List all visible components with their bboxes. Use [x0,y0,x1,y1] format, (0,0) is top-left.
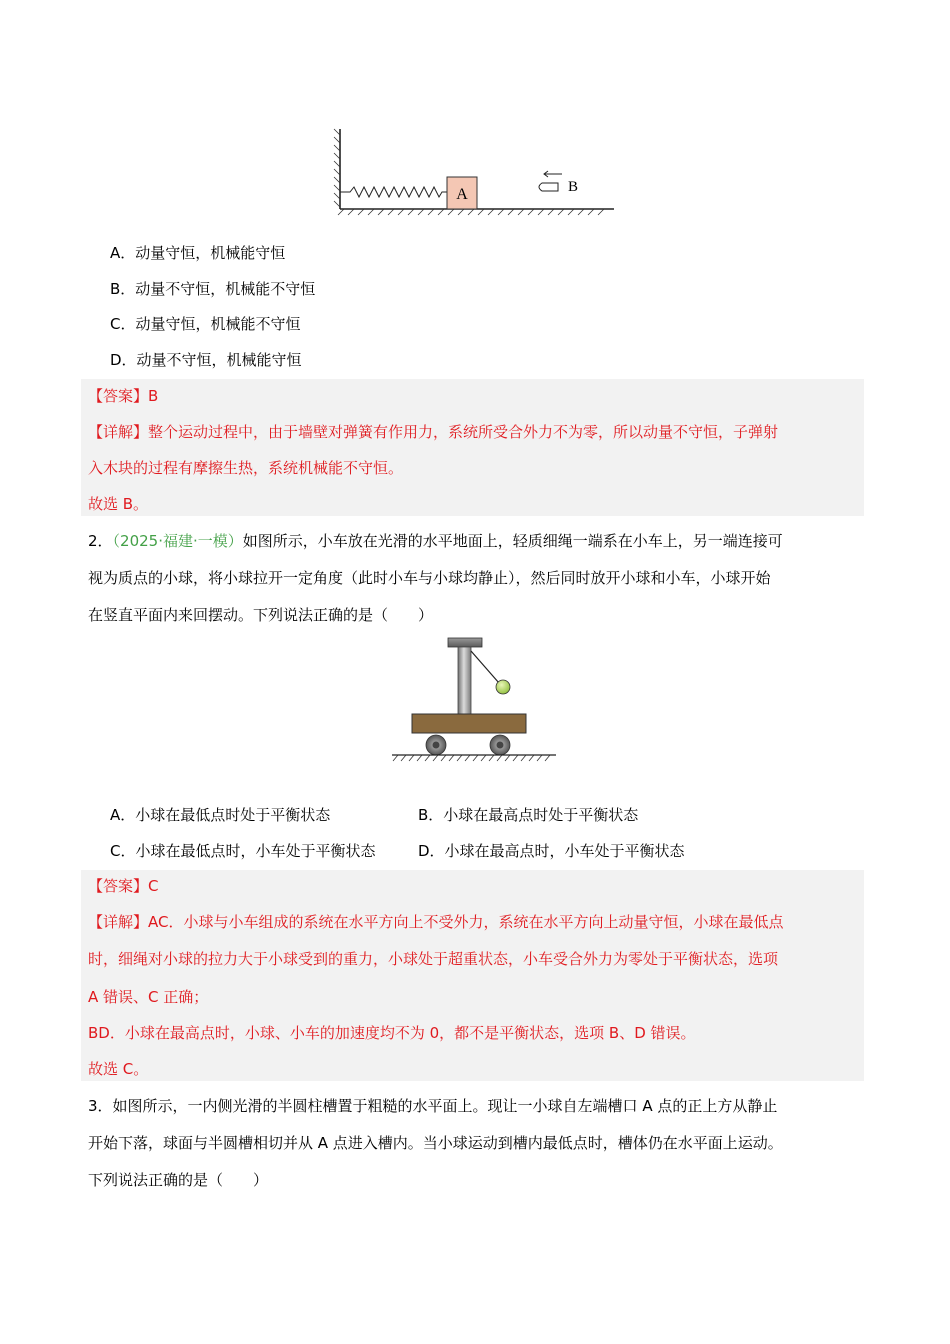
q1-detail-line1: 【详解】整个运动过程中，由于墙壁对弹簧有作用力，系统所受合外力不为零，所以动量不守恒，子弹射 [88,423,779,441]
q2-number: 2． [88,532,113,550]
spring-block-figure [330,125,620,217]
q2-detail-line1: 【详解】AC．小球与小车组成的系统在水平方向上不受外力，系统在水平方向上动量守恒，小球在最低点 [88,913,784,931]
q2-detail-line4: BD．小球在最高点时，小球、小车的加速度均不为 0，都不是平衡状态，选项 B、D 错误。 [88,1024,696,1042]
q2-stem-line1 [88,531,783,551]
pole [458,647,471,714]
q3-stem-line1: 3．如图所示，一内侧光滑的半圆柱槽置于粗糙的水平面上。现让一小球自左端槽口 A 点的正上方从静止 [88,1097,778,1115]
q1-option-b: B．动量不守恒，机械能不守恒 [110,280,316,298]
string [471,651,499,683]
q2-source-tag: （2025·福建·一模） [112,532,243,550]
q2-answer: 【答案】C [88,877,159,895]
q2-answer-box [81,870,864,1081]
cart-body [412,714,526,733]
bullet-b-label: B [568,179,579,195]
q2-stem-line3: 在竖直平面内来回摆动。下列说法正确的是（ ） [88,606,434,624]
q2-detail-line2: 时，细绳对小球的拉力大于小球受到的重力，小球处于超重状态，小车受合外力为零处于平衡状态，选项 [88,950,779,968]
spring [340,187,447,197]
pendulum-ball [496,680,510,694]
q1-conclusion: 故选 B。 [88,495,149,513]
q1-option-d: D．动量不守恒，机械能守恒 [110,351,302,369]
q1-answer-box [81,379,864,516]
q2-stem-line2: 视为质点的小球，将小球拉开一定角度（此时小车与小球均静止），然后同时放开小球和小车，小球开始 [88,569,771,587]
bullet-b [539,183,558,191]
q1-option-c: C．动量守恒，机械能不守恒 [110,315,301,333]
q2-option-b: B．小球在最高点时处于平衡状态 [418,806,639,824]
q3-stem-line2: 开始下落，球面与半圆槽相切并从 A 点进入槽内。当小球运动到槽内最低点时，槽体仍在水平面上运动。 [88,1134,783,1152]
q3-stem-line3: 下列说法正确的是（ ） [88,1171,269,1189]
block-a-label: A [456,186,468,203]
q2-option-d: D．小球在最高点时，小车处于平衡状态 [418,842,685,860]
pole-cap [448,638,482,647]
q1-answer: 【答案】B [88,387,159,405]
q2-option-c: C．小球在最低点时，小车处于平衡状态 [110,842,376,860]
q2-stem-text: 如图所示，小车放在光滑的水平地面上，轻质细绳一端系在小车上，另一端连接可 [242,532,783,550]
q1-option-a: A．动量守恒，机械能守恒 [110,244,286,262]
q2-conclusion: 故选 C。 [88,1060,149,1078]
q1-detail-line2: 入木块的过程有摩擦生热，系统机械能不守恒。 [88,459,404,477]
cart-pendulum-figure [390,634,560,766]
q2-detail-line3: A 错误、C 正确； [88,988,209,1006]
q2-option-a: A．小球在最低点时处于平衡状态 [110,806,331,824]
